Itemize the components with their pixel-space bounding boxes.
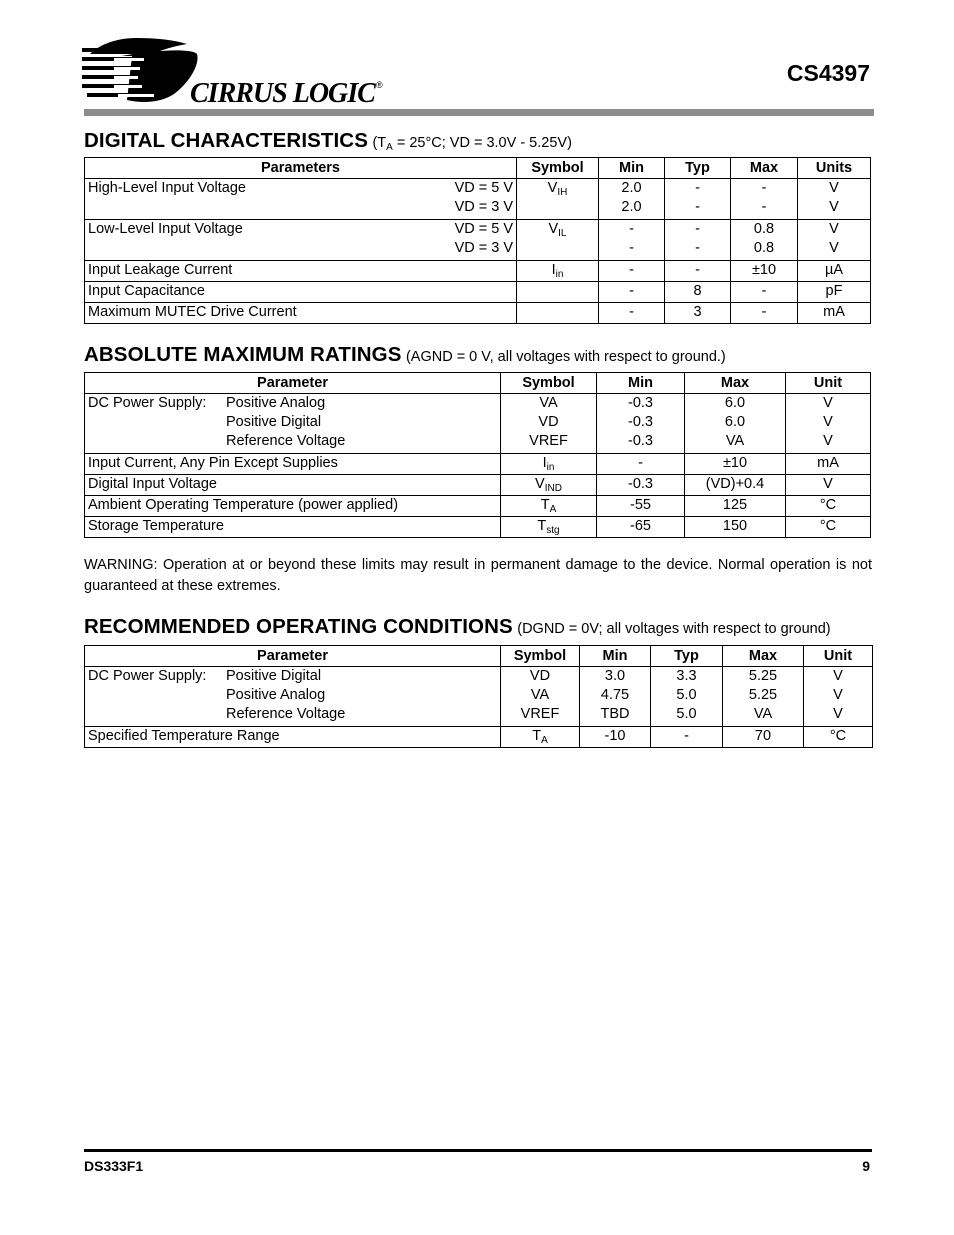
symbol-cell: $T_{stg}$ [501,517,597,538]
table-row [85,303,871,324]
recommended-operating-conditions-table [84,645,873,748]
digital-characteristics-table [84,157,871,324]
min-cell: - [597,454,685,475]
col-header: Symbol [501,646,580,667]
table-row [85,261,871,282]
max-cell: 5.25 5.25 VA [723,667,804,727]
col-header: Parameters [85,158,517,179]
recommended-operating-conditions-title [84,615,831,639]
unit-cell: pF [798,282,871,303]
typ-cell: - [651,727,723,748]
param-cell: Maximum MUTEC Drive Current [85,303,517,324]
param-cell: DC Power Supply: Positive Analog Positive Digital Reference Voltage [85,394,501,454]
unit-cell: mA [798,303,871,324]
registered-mark: ® [376,80,383,90]
symbol-cell: $T_A$ [501,496,597,517]
max-cell: 125 [685,496,786,517]
page-number: 9 [862,1158,870,1174]
min-cell: 3.0 4.75 TBD [580,667,651,727]
logo-text: CIRRUS LOGIC [190,78,375,108]
table-row [85,475,871,496]
max-cell: 70 [723,727,804,748]
param-cell: Storage Temperature [85,517,501,538]
unit-cell: µA [798,261,871,282]
symbol-cell: $I_{in}$ [517,261,599,282]
param-cell: Digital Input Voltage [85,475,501,496]
min-cell: -10 [580,727,651,748]
footer-rule [84,1149,872,1152]
col-header: Units [798,158,871,179]
min-cell: -65 [597,517,685,538]
table-row [85,727,873,748]
min-cell: -0.3 [597,475,685,496]
param-cell: Ambient Operating Temperature (power applied) [85,496,501,517]
col-header: Unit [804,646,873,667]
section-conditions: (DGND = 0V; all voltages with respect to ground) [517,621,831,637]
unit-cell: °C [786,496,871,517]
min-cell: - [599,261,665,282]
symbol-cell: $V_{IH}$ [517,179,599,220]
unit-cell: V V [798,220,871,261]
absolute-maximum-ratings-table [84,372,871,538]
max-cell: 0.8 0.8 [731,220,798,261]
typ-cell: - [665,261,731,282]
symbol-cell: $I_{in}$ [501,454,597,475]
table-row [85,394,871,454]
unit-cell: °C [804,727,873,748]
param-cell: Input Capacitance [85,282,517,303]
unit-cell: V V [798,179,871,220]
col-header: Min [599,158,665,179]
table-row [85,282,871,303]
max-cell: (VD)+0.4 [685,475,786,496]
doc-part-number: CS4397 [786,60,870,86]
min-cell: -55 [597,496,685,517]
col-header: Typ [665,158,731,179]
unit-cell: °C [786,517,871,538]
header-rule [84,109,874,116]
cirrus-logic-logo [82,36,392,108]
param-cell: DC Power Supply: Positive Digital Positive Analog Reference Voltage [85,667,501,727]
section-conditions: ($T_A = 25^\circ C$; VD = 3.0V - 5.25V) [372,135,572,153]
max-cell: - [731,303,798,324]
typ-cell: - - [665,220,731,261]
max-cell: - - [731,179,798,220]
section-conditions: (AGND = 0 V, all voltages with respect to ground.) [405,349,726,365]
section-heading: ABSOLUTE MAXIMUM RATINGS [84,343,402,366]
max-cell: - [731,282,798,303]
symbol-cell: VA VD VREF [501,394,597,454]
typ-cell: 3.3 5.0 5.0 [651,667,723,727]
col-header: Typ [651,646,723,667]
typ-cell: 8 [665,282,731,303]
col-header: Symbol [501,373,597,394]
absolute-maximum-ratings-title [84,343,726,367]
max-cell: ±10 [731,261,798,282]
warning-text: WARNING: Operation at or beyond these limits may result in permanent damage to the device. Normal operation is not guaranteed at these extremes. [84,557,872,594]
col-header: Min [580,646,651,667]
typ-cell: 3 [665,303,731,324]
table-row [85,496,871,517]
table-header-row [85,158,871,179]
param-cell: Input Leakage Current [85,261,517,282]
min-cell: - [599,282,665,303]
col-header: Min [597,373,685,394]
table-header-row [85,373,871,394]
symbol-cell: $V_{IL}$ [517,220,599,261]
col-header: Max [723,646,804,667]
unit-cell: mA [786,454,871,475]
symbol-cell: $V_{IND}$ [501,475,597,496]
table-row [85,220,871,261]
min-cell: - [599,303,665,324]
unit-cell: V [786,475,871,496]
symbol-cell: $T_A$ [501,727,580,748]
section-heading: RECOMMENDED OPERATING CONDITIONS [84,615,513,638]
max-cell: 150 [685,517,786,538]
table-row [85,517,871,538]
typ-cell: - - [665,179,731,220]
param-cell: VD = 5 V VD = 3 V Low-Level Input Voltage [85,220,517,261]
symbol-cell [517,282,599,303]
param-cell: Input Current, Any Pin Except Supplies [85,454,501,475]
col-header: Parameter [85,373,501,394]
digital-characteristics-title [84,129,572,153]
table-row [85,179,871,220]
param-cell: VD = 5 V VD = 3 V High-Level Input Voltage [85,179,517,220]
table-header-row [85,646,873,667]
table-row [85,454,871,475]
footer-doc-number: DS333F1 [84,1158,144,1174]
param-cell: Specified Temperature Range [85,727,501,748]
col-header: Symbol [517,158,599,179]
symbol-cell [517,303,599,324]
col-header: Max [685,373,786,394]
max-cell: ±10 [685,454,786,475]
symbol-cell: VD VA VREF [501,667,580,727]
unit-cell: V V V [786,394,871,454]
max-cell: 6.0 6.0 VA [685,394,786,454]
unit-cell: V V V [804,667,873,727]
section-heading: DIGITAL CHARACTERISTICS [84,129,368,152]
min-cell: - - [599,220,665,261]
col-header: Max [731,158,798,179]
min-cell: -0.3 -0.3 -0.3 [597,394,685,454]
col-header: Parameter [85,646,501,667]
col-header: Unit [786,373,871,394]
table-row [85,667,873,727]
min-cell: 2.0 2.0 [599,179,665,220]
